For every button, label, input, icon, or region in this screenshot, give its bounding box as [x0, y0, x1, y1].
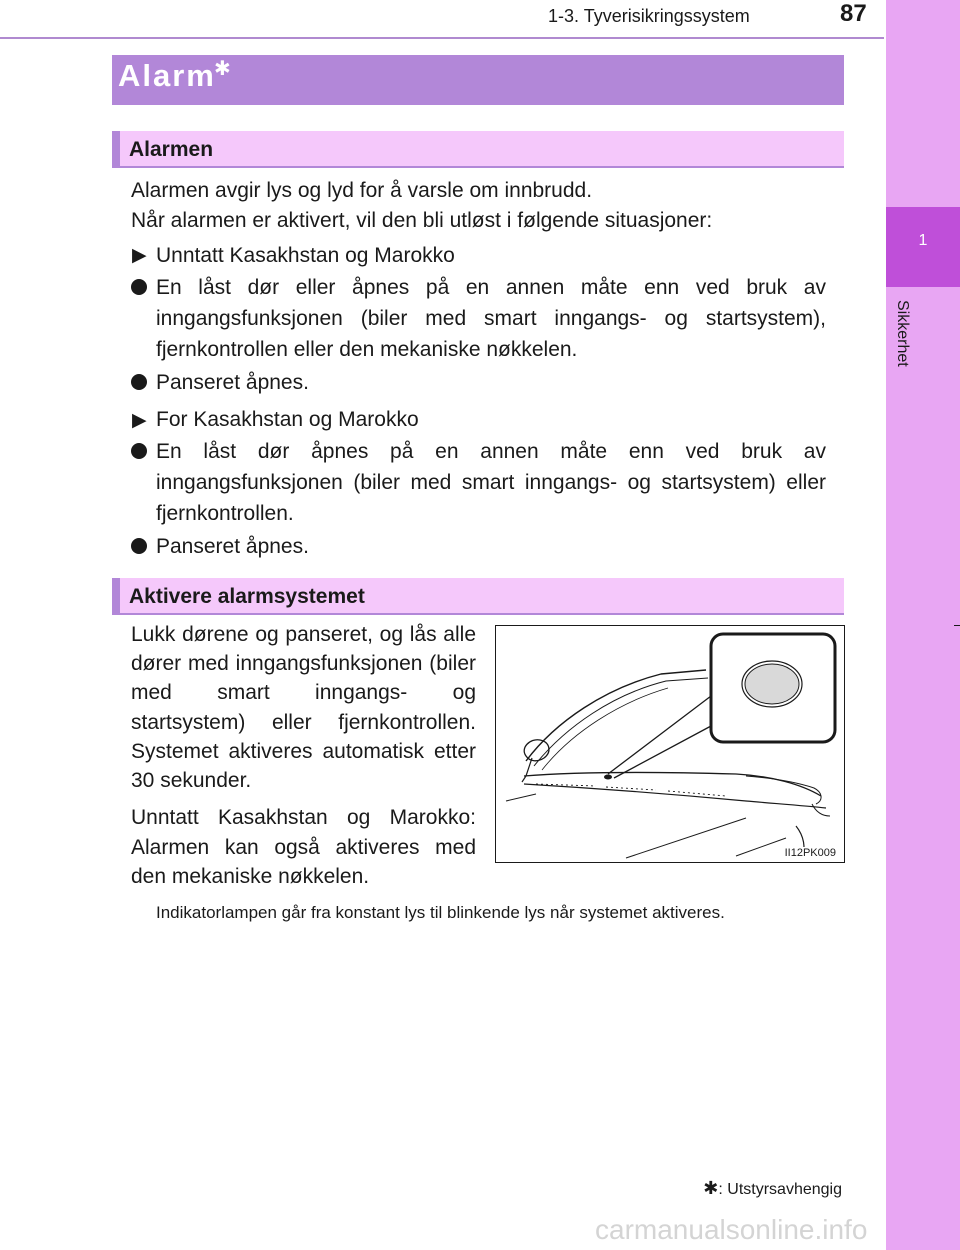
group2-heading: For Kasakhstan og Marokko [156, 408, 419, 431]
title-footnote-star: ✱ [214, 58, 231, 80]
page-title: Alarm [118, 58, 216, 93]
section-heading-alarmen [112, 131, 844, 168]
group1-item-2: Panseret åpnes. [156, 371, 309, 394]
bullet-dot-icon [131, 443, 147, 459]
bullet-dot-icon [131, 538, 147, 554]
bullet-dot-icon [131, 279, 147, 295]
section-heading-bar [112, 578, 120, 613]
equipment-footnote [660, 1178, 842, 1199]
intro-line-2: Når alarmen er aktivert, vil den bli utløst i følgende situasjoner: [131, 209, 713, 232]
side-tick-mark [954, 625, 960, 626]
footnote-text: : Utstyrsavhengig [718, 1181, 842, 1198]
group1-heading: Unntatt Kasakhstan og Marokko [156, 244, 455, 267]
mechanical-key-paragraph: Unntatt Kasakhstan og Marokko: Alarmen kan også aktiveres med den mekaniske nøkkelen. [131, 806, 476, 888]
chapter-number: 1 [918, 232, 928, 249]
section-heading-label: Alarmen [129, 138, 214, 161]
group1-item-1: En låst dør eller åpnes på en annen måte enn ved bruk av inngangsfunksjonen (biler med smart inngangs- og startsystem), fjernkontrollen eller den mekaniske nøkkelen. [156, 276, 826, 361]
page-number: 87 [840, 0, 867, 27]
indicator-illustration [495, 625, 845, 863]
indicator-note: Indikatorlampen går fra konstant lys til blinkende lys når systemet aktiveres. [156, 903, 725, 922]
bullet-dot-icon [131, 374, 147, 390]
chapter-title: Sikkerhet [894, 300, 911, 367]
section-heading-label: Aktivere alarmsystemet [129, 585, 365, 608]
figure-code: II12PK009 [784, 847, 836, 859]
activation-paragraph: Lukk dørene og panseret, og lås alle dører med inngangsfunksjonen (biler med smart inngangs- og startsystem) eller fjernkontrollen. Systemet aktiveres automatisk etter 30 sekunder. [131, 623, 476, 793]
header-rule [0, 37, 884, 39]
intro-line-1: Alarmen avgir lys og lyd for å varsle om innbrudd. [131, 179, 593, 202]
chapter-side-bar [886, 0, 960, 1250]
section-heading-aktivere [112, 578, 844, 615]
header-section-title: 1-3. Tyverisikringssystem [548, 6, 750, 26]
group2-item-1: En låst dør åpnes på en annen måte enn ved bruk av inngangsfunksjonen (biler med smart inngangs- og startsystem) eller fjernkontrollen. [156, 440, 826, 525]
footnote-star: ✱ [703, 1178, 719, 1198]
arrow-marker-icon: ▶ [132, 245, 147, 266]
arrow-marker-icon: ▶ [132, 410, 147, 431]
group2-item-2: Panseret åpnes. [156, 535, 309, 558]
section-heading-bar [112, 131, 120, 166]
dashboard-indicator-drawing [496, 626, 844, 862]
watermark: carmanualsonline.info [595, 1214, 868, 1245]
